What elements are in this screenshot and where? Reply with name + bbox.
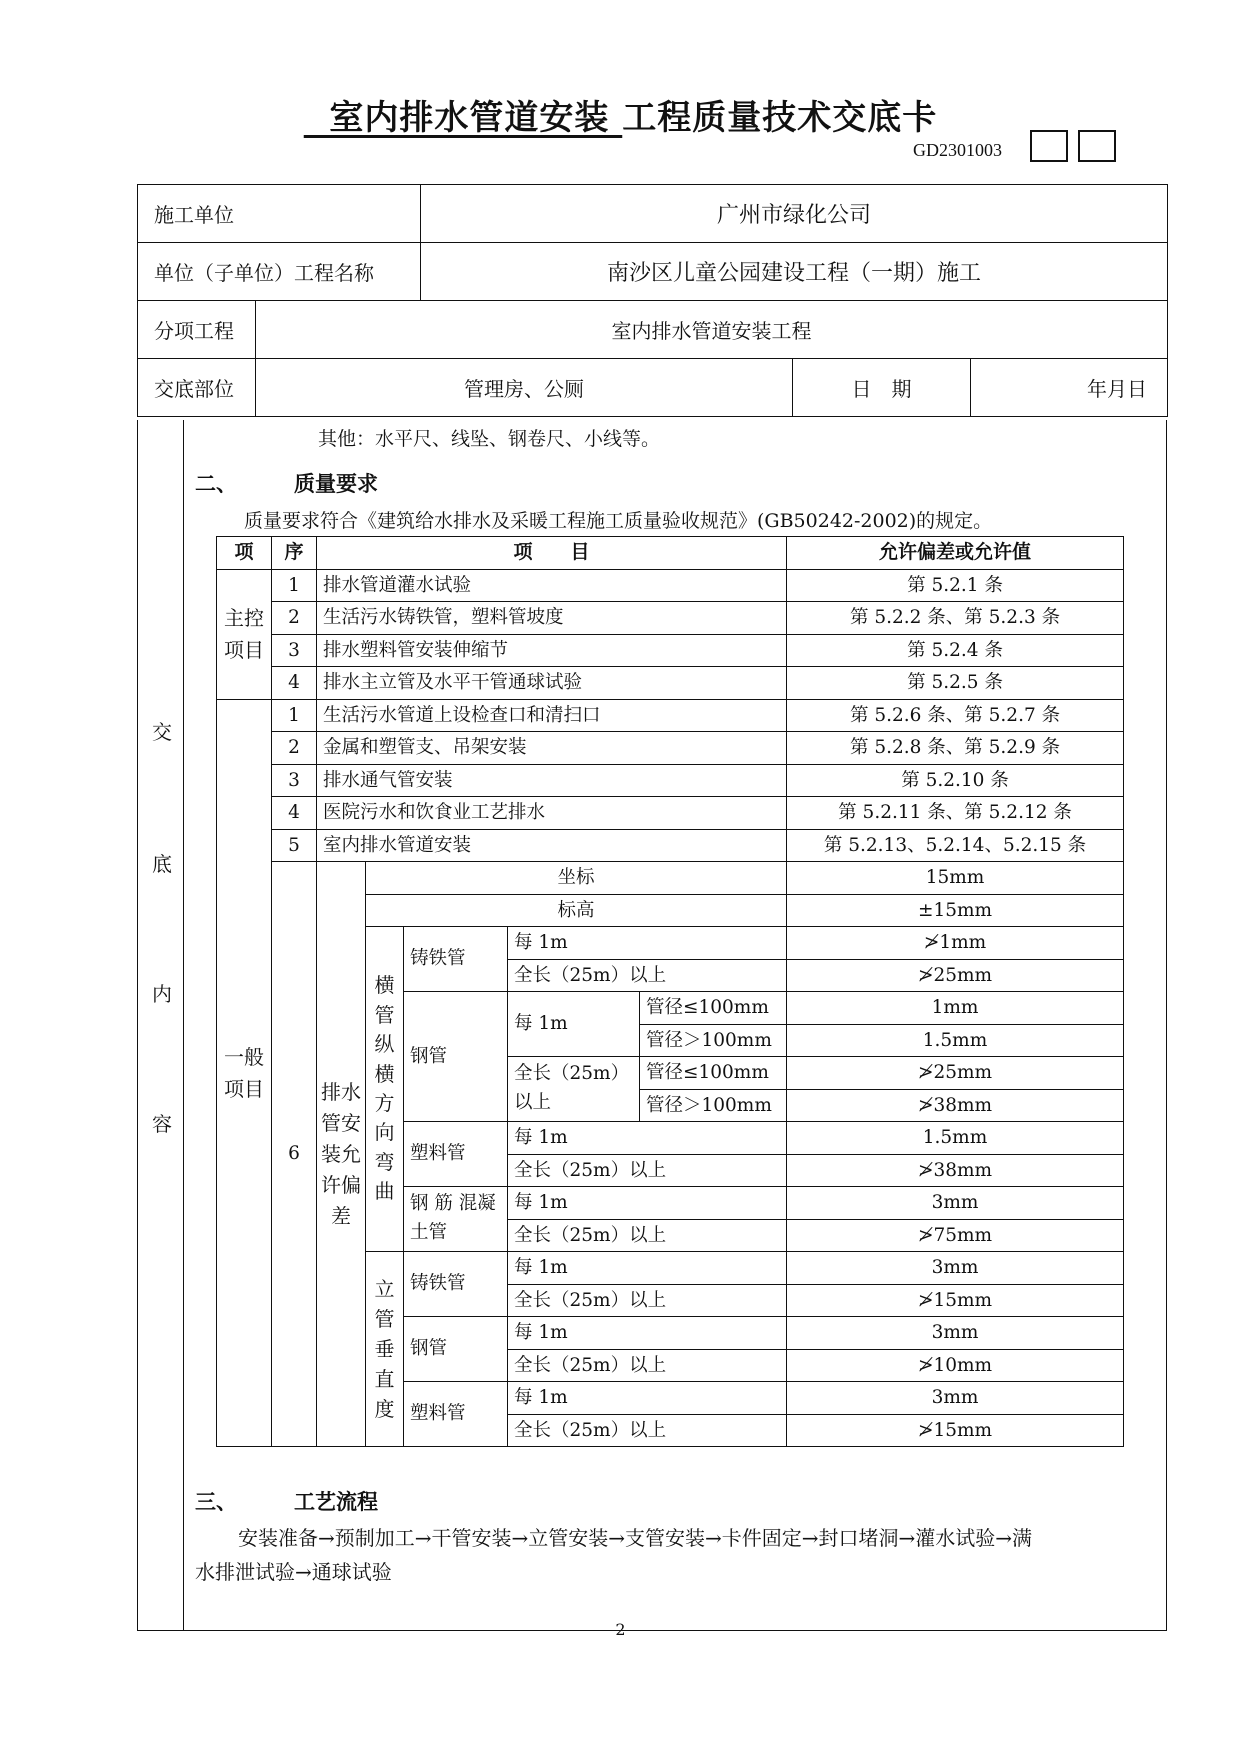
row-allow: 第 5.2.13、5.2.14、5.2.15 条 (787, 829, 1124, 862)
table-row (217, 732, 1124, 765)
date-label: 日 期 (793, 359, 971, 417)
coord-label: 坐标 (366, 862, 787, 895)
subitem-value: 室内排水管道安装工程 (256, 301, 1168, 359)
per-1m: 每 1m (508, 992, 640, 1057)
subitem-label: 分项工程 (138, 301, 256, 359)
full-length: 全长（25m）以上 (508, 1349, 787, 1382)
per-1m: 每 1m (508, 1252, 787, 1285)
table-row (217, 569, 1124, 602)
row-name: 排水通气管安装 (317, 764, 787, 797)
header-item: 项 (217, 537, 272, 570)
project-value: 南沙区儿童公园建设工程（一期）施工 (421, 243, 1168, 301)
per-1m: 每 1m (508, 927, 787, 960)
code-box-1 (1030, 130, 1068, 162)
dia-gt100: 管径＞100mm (640, 1089, 787, 1122)
h-plastic-label: 塑料管 (404, 1122, 508, 1187)
row-seq: 3 (272, 764, 317, 797)
date-value (971, 359, 1168, 417)
side-char-2: 底 (152, 852, 172, 876)
dia-le100: 管径≤100mm (640, 1057, 787, 1090)
table-row (217, 829, 1124, 862)
row-allow: 第 5.2.4 条 (787, 634, 1124, 667)
row-allow: 第 5.2.1 条 (787, 569, 1124, 602)
v-plastic-1m: 3mm (787, 1382, 1124, 1415)
side-char-1: 交 (152, 720, 172, 744)
v-steel-1m: 3mm (787, 1317, 1124, 1350)
section2-title: 质量要求 (294, 472, 378, 496)
h-cast-full: ≯25mm (787, 959, 1124, 992)
quality-intro: 质量要求符合《建筑给水排水及采暖工程施工质量验收规范》(GB50242-2002)的规定。 (244, 510, 993, 532)
process-line-1: 安装准备→预制加工→干管安装→立管安装→支管安装→卡件固定→封口堵洞→灌水试验→满 (238, 1526, 1033, 1550)
row-allow: 第 5.2.10 条 (787, 764, 1124, 797)
h-rc-full: ≯75mm (787, 1219, 1124, 1252)
v-steel-full: ≯10mm (787, 1349, 1124, 1382)
v-cast-label: 铸铁管 (404, 1252, 508, 1317)
dia-le100: 管径≤100mm (640, 992, 787, 1025)
full-length: 全长（25m）以上 (508, 1414, 787, 1447)
v-cast-1m: 3mm (787, 1252, 1124, 1285)
day-label: 日 (1127, 377, 1147, 401)
section3-number: 三、 (195, 1490, 237, 1514)
coord-value: 15mm (787, 862, 1124, 895)
row-seq: 5 (272, 829, 317, 862)
per-1m: 每 1m (508, 1382, 787, 1415)
section3-title: 工艺流程 (294, 1490, 378, 1514)
row-allow: 第 5.2.5 条 (787, 667, 1124, 700)
row-allow: 第 5.2.6 条、第 5.2.7 条 (787, 699, 1124, 732)
project-label: 单位（子单位）工程名称 (138, 243, 421, 301)
full-length-b: 以上 (514, 1092, 552, 1113)
row-seq: 1 (272, 569, 317, 602)
process-line-2: 水排泄试验→通球试验 (195, 1560, 392, 1584)
table-row (217, 764, 1124, 797)
main-group-label: 主控项目 (217, 569, 272, 699)
content-divider (183, 420, 184, 1631)
row-seq: 2 (272, 732, 317, 765)
header-table (137, 184, 1168, 417)
row-name: 金属和塑管支、吊架安装 (317, 732, 787, 765)
page-number: 2 (615, 1620, 626, 1639)
h-steel-label: 钢管 (404, 992, 508, 1122)
side-char-3: 内 (152, 982, 172, 1006)
title-underlined: 室内排水管道安装 (303, 98, 623, 138)
year-label: 年 (1087, 377, 1107, 401)
full-length: 全长（25m）以上 (508, 1219, 787, 1252)
table-row (217, 667, 1124, 700)
v-steel-label: 钢管 (404, 1317, 508, 1382)
header-allow: 允许偏差或允许值 (787, 537, 1124, 570)
h-steel-1m-gt: 1.5mm (787, 1024, 1124, 1057)
h-steel-full-le: ≯25mm (787, 1057, 1124, 1090)
part-value: 管理房、公厕 (256, 359, 793, 417)
row-name: 排水主立管及水平干管通球试验 (317, 667, 787, 700)
h-cast-1m: ≯1mm (787, 927, 1124, 960)
h-plastic-1m: 1.5mm (787, 1122, 1124, 1155)
row-name: 排水塑料管安装伸缩节 (317, 634, 787, 667)
row-allow: 第 5.2.8 条、第 5.2.9 条 (787, 732, 1124, 765)
h-cast-label: 铸铁管 (404, 927, 508, 992)
elev-label: 标高 (366, 894, 787, 927)
row-name: 医院污水和饮食业工艺排水 (317, 797, 787, 830)
table-row (217, 797, 1124, 830)
row-seq: 2 (272, 602, 317, 635)
table-row (217, 699, 1124, 732)
table-row (217, 862, 1124, 895)
h-steel-1m-le: 1mm (787, 992, 1124, 1025)
dia-gt100: 管径＞100mm (640, 1024, 787, 1057)
month-label: 月 (1107, 377, 1127, 401)
row-name: 生活污水管道上设检查口和清扫口 (317, 699, 787, 732)
row-seq: 3 (272, 634, 317, 667)
code-box-2 (1078, 130, 1116, 162)
v-plastic-label: 塑料管 (404, 1382, 508, 1447)
table-row (217, 602, 1124, 635)
full-length: 全长（25m）以上 (508, 1154, 787, 1187)
row-seq: 1 (272, 699, 317, 732)
full-length: 全长（25m）以上 (508, 1284, 787, 1317)
vert-label: 立管垂直度 (366, 1252, 404, 1447)
section2-number: 二、 (195, 472, 237, 496)
v-cast-full: ≯15mm (787, 1284, 1124, 1317)
form-code: GD2301003 (913, 140, 1002, 160)
header-seq: 序 (272, 537, 317, 570)
title-rest: 工程质量技术交底卡 (622, 98, 938, 138)
row-name: 室内排水管道安装 (317, 829, 787, 862)
h-rc-label: 钢 筋 混凝土管 (404, 1187, 508, 1252)
row-allow: 第 5.2.2 条、第 5.2.3 条 (787, 602, 1124, 635)
quality-table (216, 536, 1124, 1447)
general-group-label: 一般项目 (217, 699, 272, 1447)
elev-value: ±15mm (787, 894, 1124, 927)
header-name: 项 目 (317, 537, 787, 570)
row-name: 排水管道灌水试验 (317, 569, 787, 602)
dev-label: 排水管安装允许偏差 (317, 862, 366, 1447)
full-length: 全长（25m）以上 (508, 959, 787, 992)
v-plastic-full: ≯15mm (787, 1414, 1124, 1447)
part-label: 交底部位 (138, 359, 256, 417)
row-seq: 4 (272, 797, 317, 830)
unit-value: 广州市绿化公司 (421, 185, 1168, 243)
full-length-split (508, 1057, 640, 1122)
h-plastic-full: ≯38mm (787, 1154, 1124, 1187)
horiz-label: 横管纵横方向弯曲 (366, 927, 404, 1252)
row-name: 生活污水铸铁管，塑料管坡度 (317, 602, 787, 635)
table-row (217, 634, 1124, 667)
row-allow: 第 5.2.11 条、第 5.2.12 条 (787, 797, 1124, 830)
row-seq: 4 (272, 667, 317, 700)
per-1m: 每 1m (508, 1122, 787, 1155)
dev-seq: 6 (272, 862, 317, 1447)
unit-label: 施工单位 (138, 185, 421, 243)
tools-line: 其他：水平尺、线坠、钢卷尺、小线等。 (318, 428, 661, 450)
h-steel-full-gt: ≯38mm (787, 1089, 1124, 1122)
side-char-4: 容 (152, 1112, 172, 1136)
full-length-a: 全长（25m） (514, 1063, 630, 1085)
table-header-row (217, 537, 1124, 570)
per-1m: 每 1m (508, 1187, 787, 1220)
h-rc-1m: 3mm (787, 1187, 1124, 1220)
per-1m: 每 1m (508, 1317, 787, 1350)
